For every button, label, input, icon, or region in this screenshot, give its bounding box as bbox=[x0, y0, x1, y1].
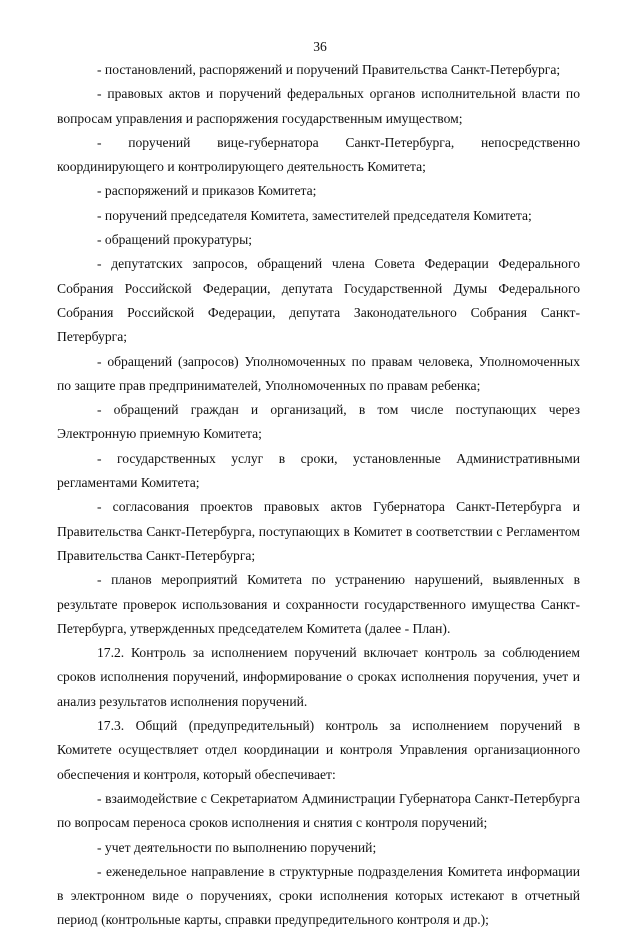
list-item: - обращений (запросов) Уполномоченных по правам человека, Уполномоченных по защите прав предпринимателей, Уполномоченных по правам ребенка; bbox=[57, 353, 580, 393]
list-item: - государственных услуг в сроки, установленные Административными регламентами Комитета; bbox=[57, 450, 580, 491]
list-item: - постановлений, распоряжений и поручений Правительства Санкт-Петербурга; bbox=[97, 62, 561, 77]
list-item: - планов мероприятий Комитета по устранению нарушений, выявленных в результате проверок использования и сохранности государственного имущества Санкт-Петербурга, утвержденных председателем Комитета (далее - План). bbox=[57, 572, 580, 636]
list-item: - еженедельное направление в структурные подразделения Комитета информации в электронном виде о поручениях, сроки исполнения которых истекают в отчетный период (контрольные карты, справки предупредительного контроля и др.); bbox=[57, 863, 580, 928]
list-item: - обращений прокуратуры; bbox=[97, 232, 253, 248]
document-body bbox=[57, 58, 580, 933]
list-item: - депутатских запросов, обращений члена Совета Федерации Федерального Собрания Российской Федерации, депутата Государственной Думы Федерального Собрания Российской Федерации, депутата Законодательного Собрания Санкт-Петербурга; bbox=[57, 256, 580, 345]
list-item: - поручений вице-губернатора Санкт-Петербурга, непосредственно координирующего и контролирующего деятельность Комитета; bbox=[57, 134, 580, 175]
list-item: - распоряжений и приказов Комитета; bbox=[97, 183, 317, 199]
list-item: - обращений граждан и организаций, в том числе поступающих через Электронную приемную Комитета; bbox=[57, 402, 580, 442]
list-item: - правовых актов и поручений федеральных органов исполнительной власти по вопросам управления и распоряжения государственным имуществом; bbox=[57, 86, 580, 126]
section-paragraph-17-2: 17.2. Контроль за исполнением поручений включает контроль за соблюдением сроков исполнения поручений, информирование о сроках исполнения поручения, учет и анализ результатов исполнения поручений. bbox=[57, 645, 580, 709]
list-item: - взаимодействие с Секретариатом Администрации Губернатора Санкт-Петербурга по вопросам переноса сроков исполнения и снятия с контроля поручений; bbox=[57, 790, 580, 831]
page-number: 36 bbox=[313, 39, 327, 54]
list-item: - согласования проектов правовых актов Губернатора Санкт-Петербурга и Правительства Санкт-Петербурга, поступающих в Комитет в соответствии с Регламентом Правительства Санкт-Петербурга; bbox=[57, 499, 580, 563]
section-paragraph-17-3: 17.3. Общий (предупредительный) контроль за исполнением поручений в Комитете осуществляет отдел координации и контроля Управления организационного обеспечения и контроля, который обеспечивает: bbox=[57, 718, 580, 782]
list-item: - учет деятельности по выполнению поручений; bbox=[97, 839, 377, 855]
list-item: - поручений председателя Комитета, заместителей председателя Комитета; bbox=[97, 207, 532, 223]
